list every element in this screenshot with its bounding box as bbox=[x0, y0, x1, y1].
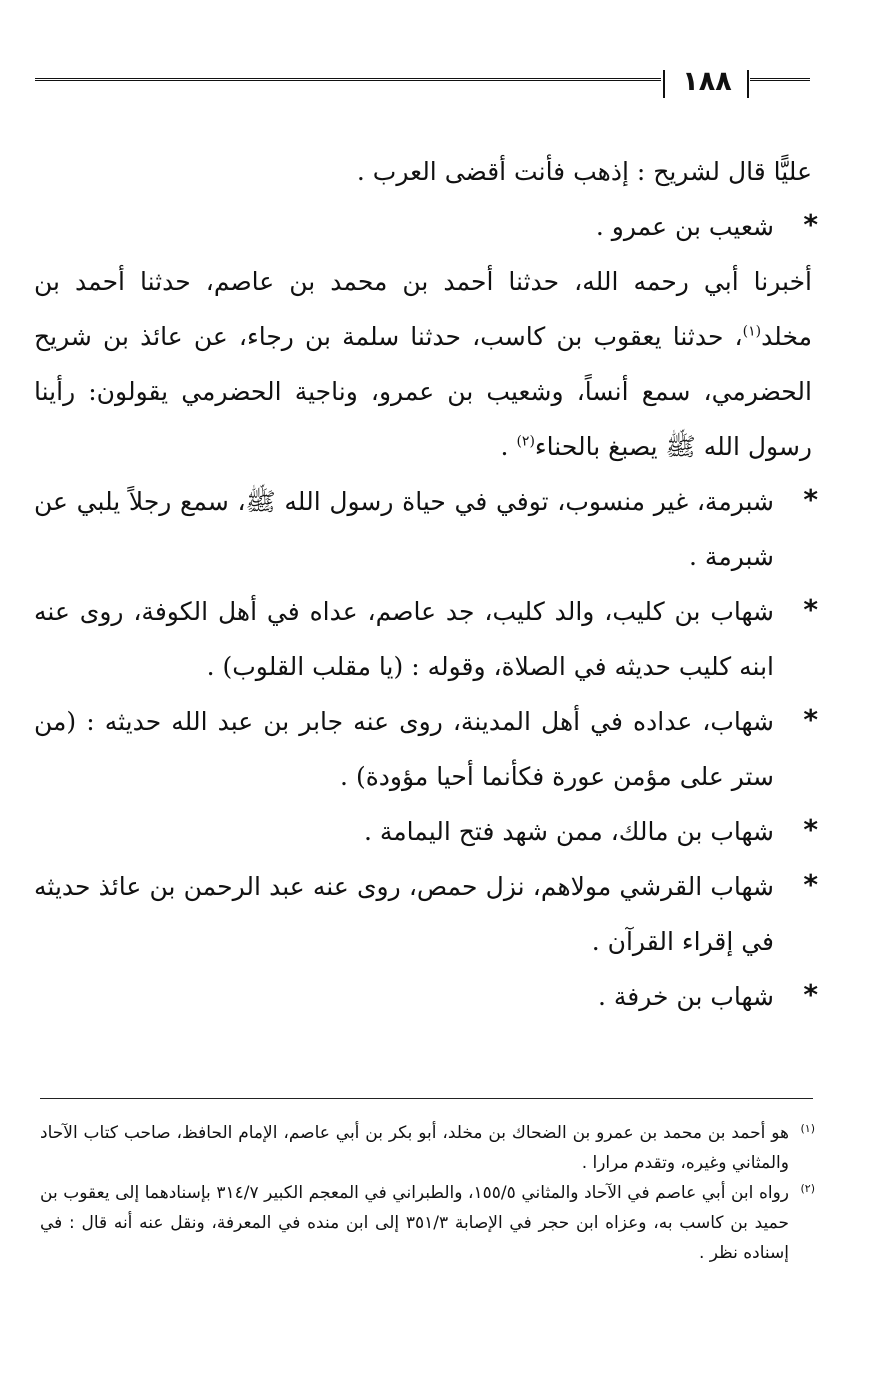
footnote-text: رواه ابن أبي عاصم في الآحاد والمثاني ١٥٥/٥، والطبراني في المعجم الكبير ٣١٤/٧ بإسنادهما إلى يعقوب بن حميد بن كاسب به، وعزاه ابن حجر في الإصابة ٣٥١/٣ إلى ابن منده في المعرفة، ونقل عنه أنه قال : في إسناده نظر . bbox=[40, 1183, 789, 1263]
asterisk-bullet-icon: * bbox=[803, 593, 818, 626]
entry-shuayb bbox=[34, 199, 818, 254]
header-rule-left bbox=[35, 78, 661, 81]
main-text bbox=[34, 144, 818, 1024]
page-header bbox=[35, 66, 810, 106]
page-number: ١٨٨ bbox=[682, 66, 732, 97]
entry-shihab-qurashi bbox=[34, 859, 818, 969]
footnote-marker: (٢) bbox=[800, 1182, 815, 1195]
asterisk-bullet-icon: * bbox=[803, 978, 818, 1011]
entry-text: شبرمة، غير منسوب، توفي في حياة رسول الله ﷺ، سمع رجلاً يلبي عن شبرمة . bbox=[34, 487, 774, 571]
asterisk-bullet-icon: * bbox=[803, 813, 818, 846]
asterisk-bullet-icon: * bbox=[803, 208, 818, 241]
footnote-text: هو أحمد بن محمد بن عمرو بن الضحاك بن مخلد، أبو بكر بن أبي عاصم، الإمام الحافظ، صاحب كتاب الآحاد والمثاني وغيره، وتقدم مرارا . bbox=[40, 1123, 789, 1173]
entry-shihab-khurfa bbox=[34, 969, 818, 1024]
entry-text: شهاب بن خرفة . bbox=[597, 982, 774, 1011]
chain-text-middle: ، حدثنا يعقوب بن كاسب، حدثنا سلمة بن رجاء، عن عائذ بن شريح الحضرمي، سمع أنساً، وشعيب بن عمرو، وناجية الحضرمي يقولون: رأينا رسول الله ﷺ يصبغ بالحناء bbox=[34, 322, 812, 461]
chain-text-start: أخبرنا أبي رحمه الله، حدثنا أحمد بن محمد بن عاصم، حدثنا أحمد بن مخلد bbox=[34, 267, 812, 351]
header-divider-right bbox=[747, 70, 749, 98]
entry-shubruma bbox=[34, 474, 818, 584]
entry-shihab-kulayb bbox=[34, 584, 818, 694]
footnote-ref-2: (٢) bbox=[516, 433, 535, 450]
asterisk-bullet-icon: * bbox=[803, 703, 818, 736]
entry-shihab-madina bbox=[34, 694, 818, 804]
footnote-2 bbox=[40, 1178, 815, 1268]
footnote-marker: (١) bbox=[800, 1122, 815, 1135]
footnote-1 bbox=[40, 1118, 815, 1178]
footnote-separator bbox=[40, 1098, 813, 1099]
header-divider-left bbox=[663, 70, 665, 98]
entry-shihab-malik bbox=[34, 804, 818, 859]
entry-text: شهاب القرشي مولاهم، نزل حمص، روى عنه عبد الرحمن بن عائذ حديثه في إقراء القرآن . bbox=[34, 872, 774, 956]
hadith-chain-paragraph bbox=[34, 254, 812, 474]
footnote-ref-1: (١) bbox=[742, 323, 762, 340]
entry-text: شهاب، عداده في أهل المدينة، روى عنه جابر بن عبد الله حديثه : (من ستر على مؤمن عورة فكأنما أحيا مؤودة) . bbox=[34, 707, 774, 791]
footnotes bbox=[40, 1118, 815, 1268]
entry-text: شهاب بن كليب، والد كليب، جد عاصم، عداه في أهل الكوفة، روى عنه ابنه كليب حديثه في الصلاة، وقوله : (يا مقلب القلوب) . bbox=[34, 597, 774, 681]
asterisk-bullet-icon: * bbox=[803, 483, 818, 516]
entry-text: شعيب بن عمرو . bbox=[595, 212, 774, 241]
header-rule-right bbox=[750, 78, 810, 81]
entry-text: شهاب بن مالك، ممن شهد فتح اليمامة . bbox=[363, 817, 774, 846]
asterisk-bullet-icon: * bbox=[803, 868, 818, 901]
chain-text-end: . bbox=[500, 432, 517, 461]
continuation-paragraph: عليًّا قال لشريح : إذهب فأنت أقضى العرب . bbox=[356, 157, 812, 186]
